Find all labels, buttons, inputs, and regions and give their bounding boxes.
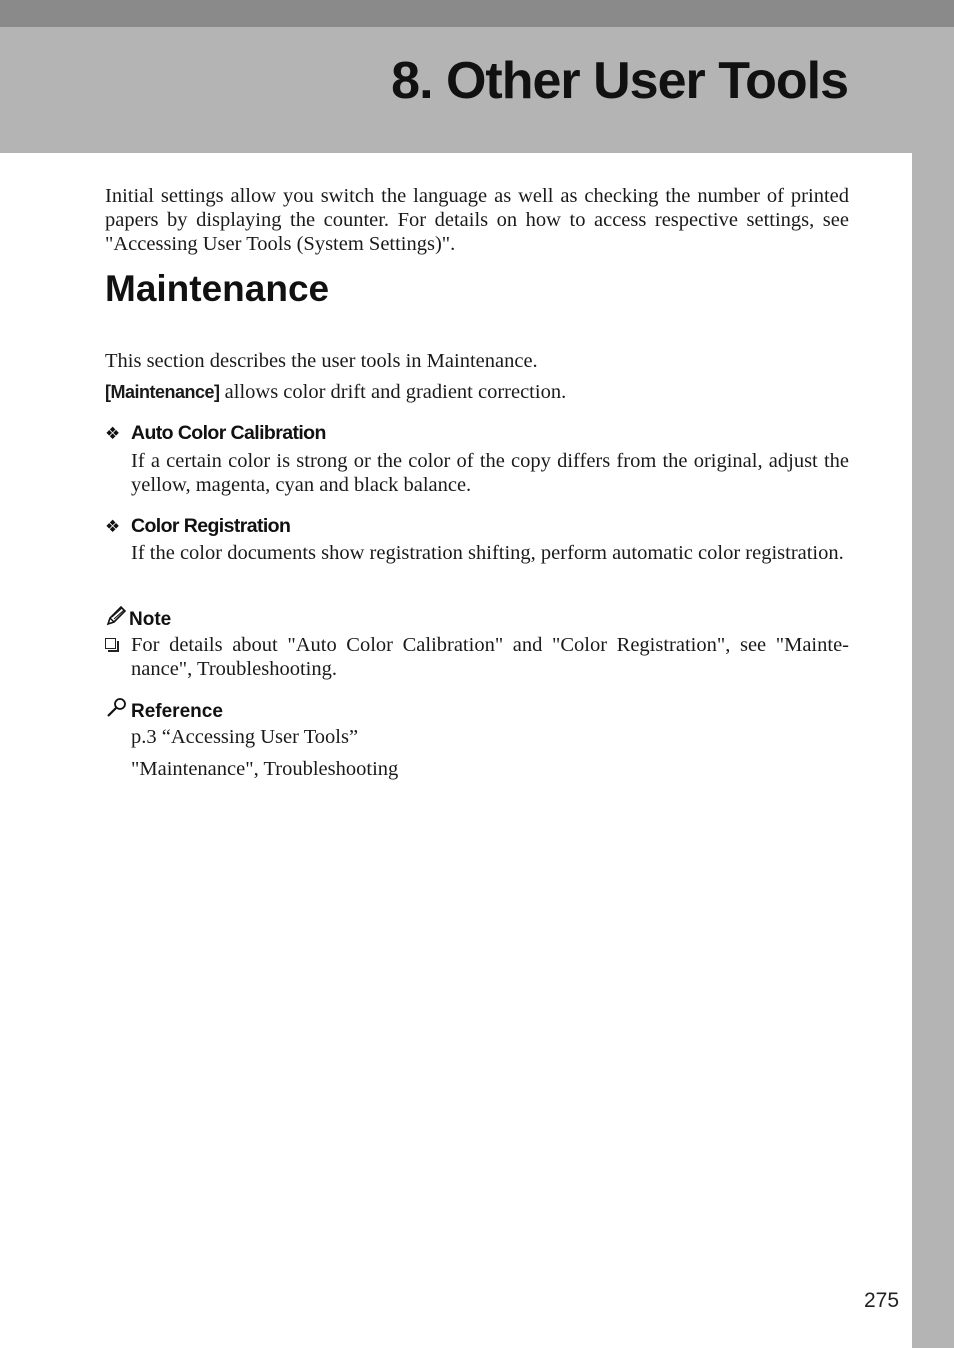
item-body-auto-color-calibration: If a certain color is strong or the color of the copy differs from the original, adjust the yellow, magenta, cyan and black balance. [131, 450, 849, 496]
pencil-icon [105, 605, 127, 627]
item-heading-label: Color Registration [131, 515, 291, 537]
section-key-description [105, 380, 849, 404]
magnifier-icon [105, 697, 129, 719]
page-number: 275 [864, 1289, 900, 1312]
maintenance-key-text: allows color drift and gradient correction. [219, 381, 567, 403]
note-list-item [105, 633, 849, 681]
reference-line-2: "Maintenance", Troubleshooting [131, 758, 399, 780]
reference-line-1: p.3 “Accessing User Tools” [131, 726, 359, 748]
checkbox-bullet-icon [105, 638, 116, 649]
chapter-title: 8. Other User Tools [391, 52, 848, 110]
reference-heading [105, 697, 223, 723]
note-text: For details about "Auto Color Calibration" and "Color Registration", see "Mainte-nance", Troubleshooting. [131, 634, 849, 680]
right-margin-tab [912, 153, 954, 1348]
chapter-header-band [0, 27, 954, 153]
section-title: Maintenance [105, 268, 330, 309]
header-top-strip [0, 0, 954, 27]
maintenance-key-label: [Maintenance] [105, 382, 220, 402]
item-heading-label: Auto Color Calibration [131, 422, 326, 444]
item-heading-auto-color-calibration [105, 422, 326, 445]
reference-heading-label: Reference [131, 701, 223, 722]
section-description: This section describes the user tools in Maintenance. [105, 350, 538, 372]
note-heading [105, 605, 171, 631]
item-body-color-registration: If the color documents show registration shifting, perform automatic color registration. [131, 542, 844, 564]
diamond-bullet-icon: ❖ [105, 517, 120, 536]
intro-paragraph: Initial settings allow you switch the language as well as checking the number of printed papers by displaying the counter. For details on how to access respective settings, see "Accessing User Tools (System Settings)". [105, 185, 849, 255]
diamond-bullet-icon: ❖ [105, 424, 120, 443]
note-heading-label: Note [129, 609, 172, 630]
item-heading-color-registration [105, 515, 290, 538]
